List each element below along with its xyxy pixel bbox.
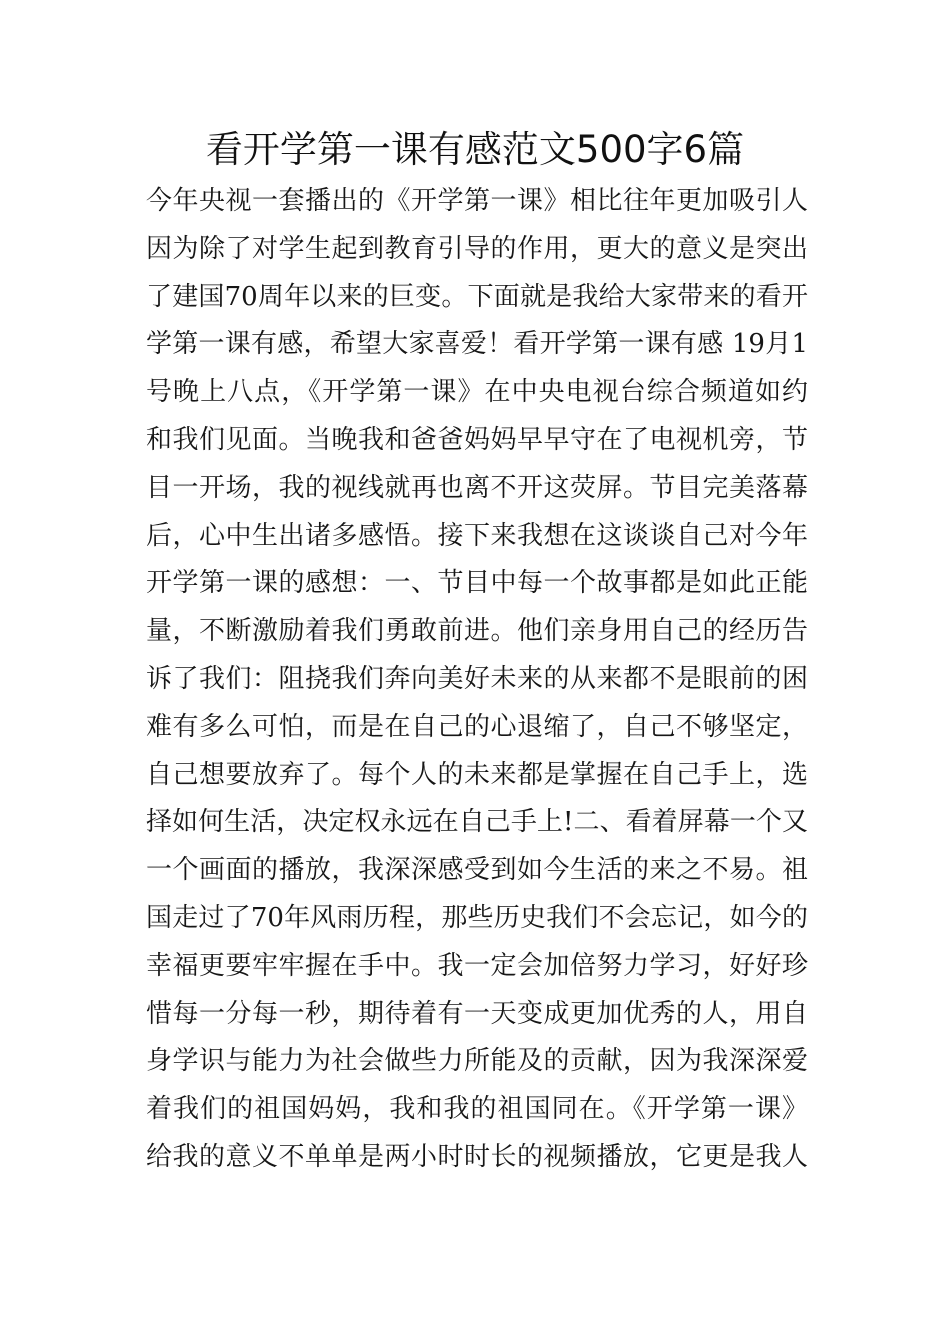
body-line: 着我们的祖国妈妈，我和我的祖国同在。《开学第一课》 <box>146 1094 808 1125</box>
body-line: 一个画面的播放，我深深感受到如今生活的来之不易。祖 <box>146 855 808 886</box>
document-title: 看开学第一课有感范文500字6篇 <box>205 128 745 171</box>
body-line: 难有多么可怕，而是在自己的心退缩了，自己不够坚定， <box>146 711 808 742</box>
body-line: 惜每一分每一秒，期待着有一天变成更加优秀的人，用自 <box>146 998 808 1029</box>
body-line: 因为除了对学生起到教育引导的作用，更大的意义是突出 <box>146 233 808 264</box>
body-line: 国走过了70年风雨历程，那些历史我们不会忘记，如今的 <box>146 902 808 933</box>
body-line: 给我的意义不单单是两小时时长的视频播放，它更是我人 <box>146 1141 808 1172</box>
body-line: 了建国70周年以来的巨变。下面就是我给大家带来的看开 <box>146 281 808 312</box>
body-line: 后，心中生出诸多感悟。接下来我想在这谈谈自己对今年 <box>146 520 808 551</box>
body-line: 自己想要放弃了。每个人的未来都是掌握在自己手上，选 <box>146 759 808 790</box>
body-line: 学第一课有感，希望大家喜爱！看开学第一课有感 19月1 <box>146 329 808 360</box>
body-line: 目一开场，我的视线就再也离不开这荧屏。节目完美落幕 <box>146 472 808 503</box>
body-line: 量，不断激励着我们勇敢前进。他们亲身用自己的经历告 <box>146 616 808 647</box>
body-line: 和我们见面。当晚我和爸爸妈妈早早守在了电视机旁，节 <box>146 424 808 455</box>
body-line: 开学第一课的感想：一、节目中每一个故事都是如此正能 <box>146 568 808 599</box>
body-line: 今年央视一套播出的《开学第一课》相比往年更加吸引人 <box>146 186 808 216</box>
body-line: 幸福更要牢牢握在手中。我一定会加倍努力学习，好好珍 <box>146 950 808 981</box>
body-line: 号晚上八点，《开学第一课》在中央电视台综合频道如约 <box>146 377 808 408</box>
body-line: 身学识与能力为社会做些力所能及的贡献，因为我深深爱 <box>146 1046 808 1077</box>
document-body <box>146 178 808 1182</box>
body-line: 诉了我们：阻挠我们奔向美好未来的从来都不是眼前的困 <box>146 663 808 694</box>
body-line: 择如何生活，决定权永远在自己手上!二、看着屏幕一个又 <box>146 807 808 838</box>
